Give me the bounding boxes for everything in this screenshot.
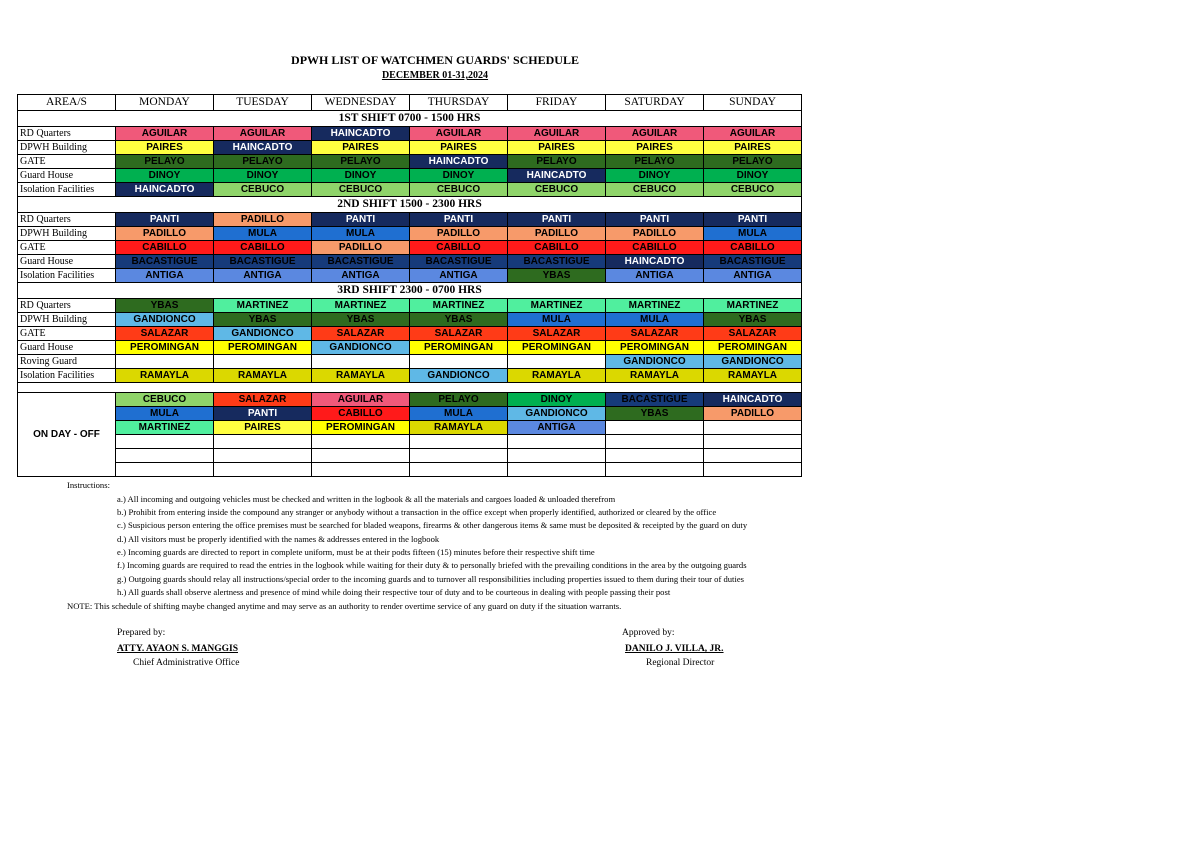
guard-cell: RAMAYLA [606,369,704,383]
area-cell: Guard House [18,255,116,269]
guard-cell: BACASTIGUE [116,255,214,269]
area-cell: RD Quarters [18,213,116,227]
guard-cell: AGUILAR [410,127,508,141]
guard-cell: MULA [410,407,508,421]
guard-cell: ANTIGA [704,269,802,283]
guard-cell [704,449,802,463]
guard-cell: DINOY [704,169,802,183]
guard-cell [410,355,508,369]
guard-cell: DINOY [116,169,214,183]
guard-cell: BACASTIGUE [312,255,410,269]
guard-cell: CABILLO [410,241,508,255]
guard-cell [508,463,606,477]
instruction-item: d.) All visitors must be properly identified with the names & addresses entered in the logbook [117,534,440,544]
guard-cell: YBAS [116,299,214,313]
instruction-item: f.) Incoming guards are required to read the entries in the logbook while waiting for their duty & to personally briefed with the prevailing conditions in the area by the outgoing guards [117,560,747,570]
guard-cell: AGUILAR [704,127,802,141]
guard-cell: CEBUCO [704,183,802,197]
guard-cell: HAINCADTO [606,255,704,269]
guard-cell: PANTI [704,213,802,227]
guard-cell: AGUILAR [116,127,214,141]
guard-cell: PEROMINGAN [508,341,606,355]
guard-cell: PAIRES [508,141,606,155]
guard-cell: CABILLO [214,241,312,255]
column-header-day: TUESDAY [214,95,312,111]
shift-header-row [18,283,802,299]
guard-cell: DINOY [508,393,606,407]
guard-cell: PADILLO [508,227,606,241]
instruction-item: a.) All incoming and outgoing vehicles must be checked and written in the logbook & all the materials and cargoes loaded & unloaded therefrom [117,494,616,504]
guard-cell [214,463,312,477]
table-row [18,241,802,255]
guard-cell: PANTI [312,213,410,227]
guard-cell: PEROMINGAN [312,421,410,435]
shift-label: 2ND SHIFT 1500 - 2300 HRS [18,197,802,213]
guard-cell: PEROMINGAN [606,341,704,355]
approved-by-title: Regional Director [646,658,715,668]
guard-cell: MARTINEZ [606,299,704,313]
guard-cell: MULA [214,227,312,241]
instruction-item: c.) Suspicious person entering the office premises must be searched for bladed weapons, firearms & other dangerous items & same must be deposited & receipted by the guard on duty [117,520,748,530]
page-title: DPWH LIST OF WATCHMEN GUARDS' SCHEDULE [291,53,579,67]
guard-cell: MULA [116,407,214,421]
guard-cell: CEBUCO [410,183,508,197]
guard-cell: CEBUCO [214,183,312,197]
table-row [18,299,802,313]
guard-cell [606,463,704,477]
guard-cell [116,463,214,477]
shift-header-row [18,197,802,213]
instruction-item: g.) Outgoing guards should relay all instructions/special order to the incoming guards and to turnover all responsibilities including properties issued to them during their tour of duties [117,574,744,584]
guard-cell: MARTINEZ [410,299,508,313]
instructions-heading: Instructions: [67,480,110,490]
guard-cell [410,435,508,449]
off-duty-row [18,421,802,435]
guard-cell: CEBUCO [606,183,704,197]
guard-cell: YBAS [704,313,802,327]
shift-label: 3RD SHIFT 2300 - 0700 HRS [18,283,802,299]
guard-cell: PELAYO [214,155,312,169]
guard-cell: ANTIGA [312,269,410,283]
table-row [18,313,802,327]
guard-cell: HAINCADTO [508,169,606,183]
guard-cell: PELAYO [508,155,606,169]
guard-cell: HAINCADTO [312,127,410,141]
guard-cell: CEBUCO [508,183,606,197]
shift-label: 1ST SHIFT 0700 - 1500 HRS [18,111,802,127]
guard-cell: GANDIONCO [606,355,704,369]
guard-cell: MULA [508,313,606,327]
instruction-item: b.) Prohibit from entering inside the compound any stranger or anybody without a transaction in the office except when properly identified, authorized or cleared by the office [117,507,717,517]
guard-cell [312,463,410,477]
guard-cell [508,449,606,463]
column-header-day: THURSDAY [410,95,508,111]
area-cell: Guard House [18,341,116,355]
guard-cell: PADILLO [312,241,410,255]
guard-cell: SALAZAR [116,327,214,341]
column-header-day: MONDAY [116,95,214,111]
guard-cell: PELAYO [410,393,508,407]
shift-header-row [18,111,802,127]
guard-cell [704,435,802,449]
guard-cell: PAIRES [214,421,312,435]
guard-cell: BACASTIGUE [704,255,802,269]
guard-cell: RAMAYLA [508,369,606,383]
guard-cell: PAIRES [312,141,410,155]
guard-cell: PAIRES [410,141,508,155]
guard-cell: SALAZAR [508,327,606,341]
guard-cell: DINOY [214,169,312,183]
guard-cell [508,435,606,449]
area-cell: GATE [18,327,116,341]
separator-cell [18,383,802,393]
guard-cell: MULA [606,313,704,327]
guard-cell: AGUILAR [312,393,410,407]
guard-cell [312,449,410,463]
guard-cell: PADILLO [704,407,802,421]
guard-cell: PADILLO [116,227,214,241]
guard-cell [606,435,704,449]
off-duty-row [18,407,802,421]
guard-cell [508,355,606,369]
column-header-day: WEDNESDAY [312,95,410,111]
instruction-item: h.) All guards shall observe alertness and presence of mind while doing their respective tour of duty and to be courteous in dealing with people passing their post [117,587,671,597]
guard-cell: YBAS [508,269,606,283]
guard-cell: PAIRES [606,141,704,155]
guard-cell: MARTINEZ [214,299,312,313]
guard-cell: SALAZAR [214,393,312,407]
guard-cell: MULA [312,227,410,241]
guard-cell: RAMAYLA [704,369,802,383]
area-cell: GATE [18,155,116,169]
area-cell: Isolation Facilities [18,369,116,383]
table-row [18,255,802,269]
guard-cell: HAINCADTO [410,155,508,169]
guard-cell: BACASTIGUE [508,255,606,269]
guard-cell: PANTI [410,213,508,227]
guard-cell: MARTINEZ [116,421,214,435]
area-cell: Guard House [18,169,116,183]
guard-cell: MARTINEZ [704,299,802,313]
guard-cell: YBAS [214,313,312,327]
guard-cell: RAMAYLA [214,369,312,383]
guard-cell: PEROMINGAN [704,341,802,355]
guard-cell: CABILLO [116,241,214,255]
table-row [18,141,802,155]
guard-cell: DINOY [606,169,704,183]
prepared-by-label: Prepared by: [117,628,166,638]
guard-cell: AGUILAR [214,127,312,141]
guard-cell: ANTIGA [410,269,508,283]
schedule-note: NOTE: This schedule of shifting maybe changed anytime and may serve as an authority to render overtime service of any guard on duty if the situation warrants. [67,601,622,611]
guard-cell: SALAZAR [606,327,704,341]
guard-cell: SALAZAR [704,327,802,341]
area-cell: DPWH Building [18,313,116,327]
guard-cell [410,463,508,477]
guard-cell [312,435,410,449]
guard-cell: MARTINEZ [312,299,410,313]
table-row [18,355,802,369]
off-duty-row [18,463,802,477]
guard-cell: SALAZAR [312,327,410,341]
off-duty-row [18,449,802,463]
guard-cell: ANTIGA [214,269,312,283]
guard-cell: MARTINEZ [508,299,606,313]
column-header-area: AREA/S [18,95,116,111]
area-cell: Roving Guard [18,355,116,369]
area-cell: GATE [18,241,116,255]
table-row [18,327,802,341]
off-duty-label: ON DAY - OFF [18,393,116,477]
guard-cell [214,449,312,463]
guard-cell: PANTI [606,213,704,227]
table-row [18,227,802,241]
guard-cell: CABILLO [312,407,410,421]
area-cell: Isolation Facilities [18,269,116,283]
guard-cell: RAMAYLA [410,421,508,435]
header-row [18,95,802,111]
guard-cell: SALAZAR [410,327,508,341]
guard-cell: GANDIONCO [116,313,214,327]
guard-cell: CABILLO [704,241,802,255]
guard-cell: PANTI [508,213,606,227]
off-duty-row [18,435,802,449]
guard-cell: YBAS [312,313,410,327]
guard-cell: RAMAYLA [312,369,410,383]
guard-cell: GANDIONCO [704,355,802,369]
page-subtitle: DECEMBER 01-31,2024 [381,70,489,81]
guard-cell: CABILLO [508,241,606,255]
guard-cell: BACASTIGUE [214,255,312,269]
guard-cell: PANTI [116,213,214,227]
guard-cell: RAMAYLA [116,369,214,383]
guard-cell: PELAYO [704,155,802,169]
guard-cell: PADILLO [214,213,312,227]
guard-cell: PANTI [214,407,312,421]
off-duty-row [18,393,802,407]
column-header-day: FRIDAY [508,95,606,111]
table-row [18,341,802,355]
guard-cell: GANDIONCO [312,341,410,355]
guard-cell: PELAYO [606,155,704,169]
guard-cell: CEBUCO [116,393,214,407]
guard-cell: ANTIGA [116,269,214,283]
guard-cell: AGUILAR [508,127,606,141]
table-row [18,183,802,197]
guard-cell: PEROMINGAN [410,341,508,355]
guard-cell [116,449,214,463]
table-row [18,155,802,169]
guard-cell: CEBUCO [312,183,410,197]
area-cell: Isolation Facilities [18,183,116,197]
guard-cell: PELAYO [312,155,410,169]
guard-cell: PEROMINGAN [116,341,214,355]
guard-cell [606,449,704,463]
guard-cell [116,355,214,369]
area-cell: RD Quarters [18,299,116,313]
area-cell: DPWH Building [18,141,116,155]
table-row [18,127,802,141]
table-row [18,213,802,227]
guard-cell: PEROMINGAN [214,341,312,355]
prepared-by-title: Chief Administrative Office [133,658,240,668]
guard-cell [704,463,802,477]
guard-cell: HAINCADTO [704,393,802,407]
table-row [18,369,802,383]
guard-cell: CABILLO [606,241,704,255]
guard-cell: PADILLO [606,227,704,241]
approved-by-label: Approved by: [622,628,675,638]
guard-cell [214,435,312,449]
area-cell: DPWH Building [18,227,116,241]
separator-row [18,383,802,393]
guard-cell: MULA [704,227,802,241]
guard-cell: BACASTIGUE [410,255,508,269]
guard-cell: HAINCADTO [116,183,214,197]
guard-cell: GANDIONCO [410,369,508,383]
guard-cell: YBAS [410,313,508,327]
column-header-day: SUNDAY [704,95,802,111]
table-row [18,169,802,183]
guard-cell: HAINCADTO [214,141,312,155]
guard-cell: DINOY [410,169,508,183]
guard-cell [312,355,410,369]
guard-cell: DINOY [312,169,410,183]
guard-cell [704,421,802,435]
prepared-by-name: ATTY. AYAON S. MANGGIS [117,644,238,654]
approved-by-name: DANILO J. VILLA, JR. [625,644,724,654]
instruction-item: e.) Incoming guards are directed to report in complete uniform, must be at their podts fifteen (15) minutes before their respective shift time [117,547,595,557]
guard-cell: GANDIONCO [214,327,312,341]
guard-cell: PAIRES [116,141,214,155]
guard-cell: YBAS [606,407,704,421]
guard-cell [410,449,508,463]
column-header-day: SATURDAY [606,95,704,111]
guard-cell: BACASTIGUE [606,393,704,407]
table-row [18,269,802,283]
guard-cell: ANTIGA [508,421,606,435]
schedule-table [17,94,802,477]
area-cell: RD Quarters [18,127,116,141]
guard-cell [214,355,312,369]
guard-cell [116,435,214,449]
guard-cell: PAIRES [704,141,802,155]
guard-cell: ANTIGA [606,269,704,283]
guard-cell [606,421,704,435]
guard-cell: AGUILAR [606,127,704,141]
guard-cell: PELAYO [116,155,214,169]
guard-cell: GANDIONCO [508,407,606,421]
guard-cell: PADILLO [410,227,508,241]
